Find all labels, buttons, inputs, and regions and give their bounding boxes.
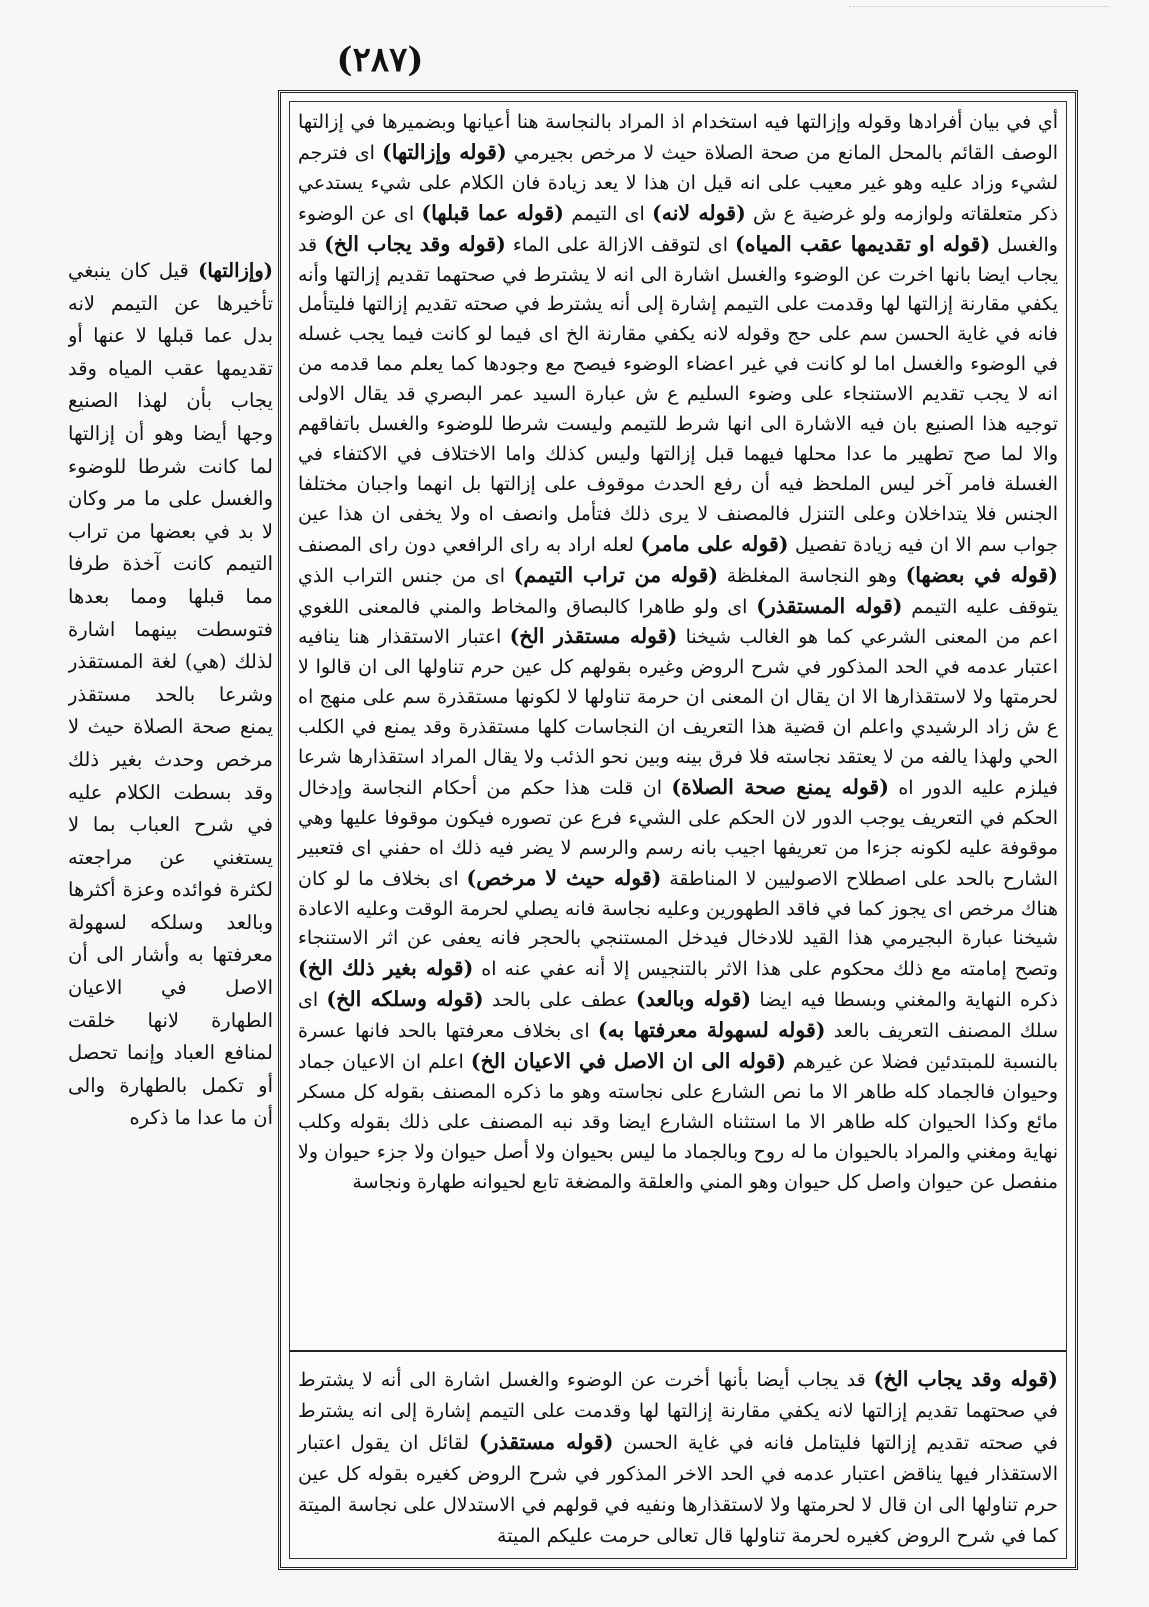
qawluhu-lemma: (قوله عما قبلها)	[421, 200, 564, 225]
qawluhu-lemma: (قوله على مامر)	[640, 531, 789, 556]
scan-edge-dots	[849, 6, 1109, 9]
qawluhu-lemma: (قوله لسهولة معرفتها به)	[597, 1018, 826, 1043]
margin-matn-column	[68, 255, 273, 1295]
commentary-text-run: لعله اراد به راى الرافعي دون راى المصنف	[298, 533, 641, 556]
commentary-separator-line	[290, 1350, 1066, 1352]
commentary-text-run: اى لتوقف الازالة على الماء	[505, 233, 736, 256]
main-commentary-frame	[278, 90, 1078, 1570]
qawluhu-lemma: (قوله مستقذر)	[478, 1430, 614, 1454]
qawluhu-lemma: (قوله مستقذر الخ)	[509, 624, 678, 649]
commentary-text-run: عطف على بالحد	[483, 989, 636, 1012]
commentary-text-run: اعتبار الاستقذار هنا ينافيه اعتبار عدمه في الحد المذكور في شرح الروض وغيره بقولهم كل عين حرم تناولها الى ان قالوا لا لحرمتها ولا لاستقذارها الا ان يقال ان المعنى ان حرمة تناولها لا لكونها مستقذرة سم على منهج اه ع ش زاد الرشيدي واعلم ان قضية هذا التعريف ان النجاسات كلها مستقذرة وقد يمنع في الكلب الحي ولهذا يالفه من لا يعتقد نجاسته فلا فرق بينه وبين نحو الذئب ولا يقال المراد استقذارها شرعا فيلزم عليه الدور اه	[298, 626, 1058, 799]
lower-commentary-text	[290, 1364, 1066, 1554]
commentary-text-run: لقائل ان يقول اعتبار الاستقذار فيها يناقض اعتبار عدمه في الحد الاخر المذكور في شرح الروض كغيره بقوله كل عين حرم تناولها الى ان قال لا لحرمتها ولا لاستقذارها ونفيه في قولهم في الاستدلال على نجاسة الميتة كما في شرح الروض كغيره لحرمة تناولها قال تعالى حرمت عليكم الميتة	[298, 1432, 1058, 1547]
commentary-text-run: قد يجاب أيضا بأنها أخرت عن الوضوء والغسل اشارة الى أنه لا يشترط في صحتهما تقديم إزالتها لانه يكفي مقارنة إزالتها لها وقدمت على التيمم إشارة إلى انه يشترط في صحته تقديم إزالتها فليتامل فانه في غاية الحسن	[298, 1369, 1059, 1454]
qawluhu-lemma: (قوله من تراب التيمم)	[513, 562, 719, 587]
qawluhu-lemma: (قوله وقد يجاب الخ)	[324, 231, 506, 256]
commentary-text-run: اى سلك المصنف التعريف بالعد	[298, 989, 1058, 1043]
page-number: (٢٨٧)	[336, 40, 424, 80]
qawluhu-lemma: (قوله وقد يجاب الخ)	[873, 1367, 1058, 1391]
commentary-text-run: اعلم ان الاعيان جماد وحيوان فالجماد كله طاهر الا ما نص الشارع على نجاسته وهو ما ذكره المصنف بقوله كل مسكر مائع وكذا الحيوان كله طاهر الا ما استثناه الشارع ايضا وقد نبه المصنف على ذلك بقوله وكلب نهاية ومغني والمراد بالحيوان ما له روح وبالجماد ما ليس بحيوان ولا أصل حيوان ولا جزء حيوان ولا منفصل عن حيوان واصل كل حيوان وهو المني والعلقة والمضغة تابع لحيوانه طهارة ونجاسة	[298, 1051, 1059, 1193]
qawluhu-lemma: (قوله وإزالتها)	[382, 139, 507, 164]
commentary-text-run: قد يجاب ايضا بانها اخرت عن الوضوء والغسل اشارة الى انه لا يشترط في صحتهما تقديم إزالتها وأنه يكفي مقارنة إزالتها لها وقدمت على التيمم إشارة إلى أنه يشترط في صحته تقديم إزالتها فليتأمل فانه في غاية الحسن سم على حج وقوله لانه يكفي مقارنة الخ اى فيما لو كانت فيما يجب غسله في الوضوء والغسل اما لو كانت في غير اعضاء الوضوء فيصح مع وجودها كما يعلم مما قدمه من انه لا يجب تقديم الاستنجاء على وضوء السليم ع ش عبارة السيد عمر البصري قد يقال الاولى توجيه هذا الصنيع بان فيه الاشارة الى انها شرط للتيمم وليست شرطا للوضوء والغسل باتفاقهم والا لما صح تطهير ما عدا محلها فيهما قبل إزالتها وليس كذلك واما الاختلاف في الاكتفاء في الغسلة فامر آخر ليس الملحظ فيه أن رفع الحدث موقوف على إزالتها بل انهما واجبان مختلفا الجنس فلا يتداخلان وعلى التنزل فالمصنف لا يرى ذلك فتأمل وانصف اه ولا يخفى ان هذا عين جواب سم الا ان فيه زيادة تفصيل	[298, 233, 1058, 556]
qawluhu-lemma: (قوله بغير ذلك الخ)	[298, 956, 474, 981]
commentary-text-run: اى التيمم	[563, 202, 652, 225]
commentary-text-run: ذكره النهاية والمغني وبسطا فيه ايضا	[751, 989, 1059, 1012]
commentary-text-run: ان قلت هذا حكم من أحكام النجاسة وإدخال الحكم في التعريف يوجب الدور لان الحكم على الشيء فرع عن تصوره فيكون موقوفا عليها وهي موقوفة عليه لكونه جزءا من تعريفها اجيب بانه رسم والرسم لا يضر فيه ذلك اه حفني اى فتعبير الشارح بالحد على اصطلاح الاصوليين لا المناطقة	[298, 776, 1059, 890]
qawluhu-lemma: (قوله لانه)	[651, 200, 746, 225]
commentary-text-run: اى بخلاف معرفتها بالحد فانها عسرة بالنسبة للمبتدئين فضلا عن غيرهم	[298, 1020, 1058, 1074]
lower-commentary-paragraph	[298, 1364, 1058, 1552]
margin-matn-text: قيل كان ينبغي تأخيرها عن التيمم لانه بدل عما قبلها لا عنها أو تقديمها عقب المياه وقد يجاب بأن لهذا الصنيع وجها أيضا وهو أن إزالتها لما كانت شرطا للوضوء والغسل على ما مر وكان لا بد في بعضها من تراب التيمم كانت آخذة طرفا مما قبلها ومما بعدها فتوسطت بينهما اشارة لذلك (هي) لغة المستقذر وشرعا بالحد مستقذر يمنع صحة الصلاة حيث لا مرخص وحدث بغير ذلك وقد بسطت الكلام عليه في شرح العباب بما لا يستغني عن مراجعته لكثرة فوائده وعزة أكثرها وبالعد وسلكه لسهولة معرفتها به وأشار الى أن الاصل في الاعيان الطهارة لانها خلقت لمنافع العباد وإنما تحصل أو تكمل بالطهارة والى أن ما عدا ما ذكره	[68, 259, 273, 1130]
qawluhu-lemma: (قوله في بعضها)	[905, 562, 1058, 587]
upper-commentary-paragraph	[298, 108, 1058, 1198]
qawluhu-lemma: (قوله وبالعد)	[635, 987, 752, 1012]
qawluhu-lemma: (قوله يمنع صحة الصلاة)	[671, 774, 889, 799]
qawluhu-lemma: (قوله الى ان الاصل في الاعيان الخ)	[470, 1049, 786, 1074]
upper-commentary-text	[290, 108, 1066, 1344]
qawluhu-lemma: (قوله او تقديمها عقب المياه)	[735, 231, 991, 256]
commentary-text-run: اى ولو طاهرا كالبصاق والمخاط والمني فالمعنى اللغوي اعم من المعنى الشرعي كما هو الغالب شيخنا	[298, 595, 1058, 649]
commentary-text-run: اى عن الوضوء والغسل	[298, 202, 1058, 256]
qawluhu-lemma: (قوله حيث لا مرخص)	[466, 865, 662, 890]
commentary-text-run: اى فترجم لشيء وزاد عليه وهو غير معيب على انه قيل ان هذا لا يعد زيادة فان الكلام على شيء يستدعي ذكر متعلقاته ولوازمه ولو غرضية ع ش	[298, 141, 1058, 225]
main-commentary-inner-border	[289, 101, 1067, 1559]
commentary-text-run: أي في بيان أفرادها وقوله وإزالتها فيه استخدام اذ المراد بالنجاسة هنا أعيانها وبضميرها في إزالتها الوصف القائم بالمحل المانع من صحة الصلاة حيث لا مرخص بجيرمي	[298, 111, 1059, 164]
qawluhu-lemma: (قوله وسلكه الخ)	[326, 987, 484, 1012]
margin-lead-phrase: (وإزالتها)	[198, 259, 273, 282]
qawluhu-lemma: (قوله المستقذر)	[756, 593, 903, 618]
commentary-text-run: اى من جنس التراب الذي يتوقف عليه التيمم	[298, 564, 1058, 618]
commentary-text-run: اى بخلاف ما لو كان هناك مرخص اى يجوز كما في فاقد الطهورين وعليه نجاسة فانه يصلي لحرمة الوقت وعليه الاعادة شيخنا عبارة البجيرمي هذا القيد للادخال فيدخل المستنجي بالحجر فانه يعفى عن اثر الاستنجاء وتصح إمامته مع ذلك محكوم على هذا الاثر بالتنجيس إلا أنه عفي عنه اه	[298, 867, 1058, 981]
commentary-text-run: وهو النجاسة المغلظة	[718, 564, 906, 587]
